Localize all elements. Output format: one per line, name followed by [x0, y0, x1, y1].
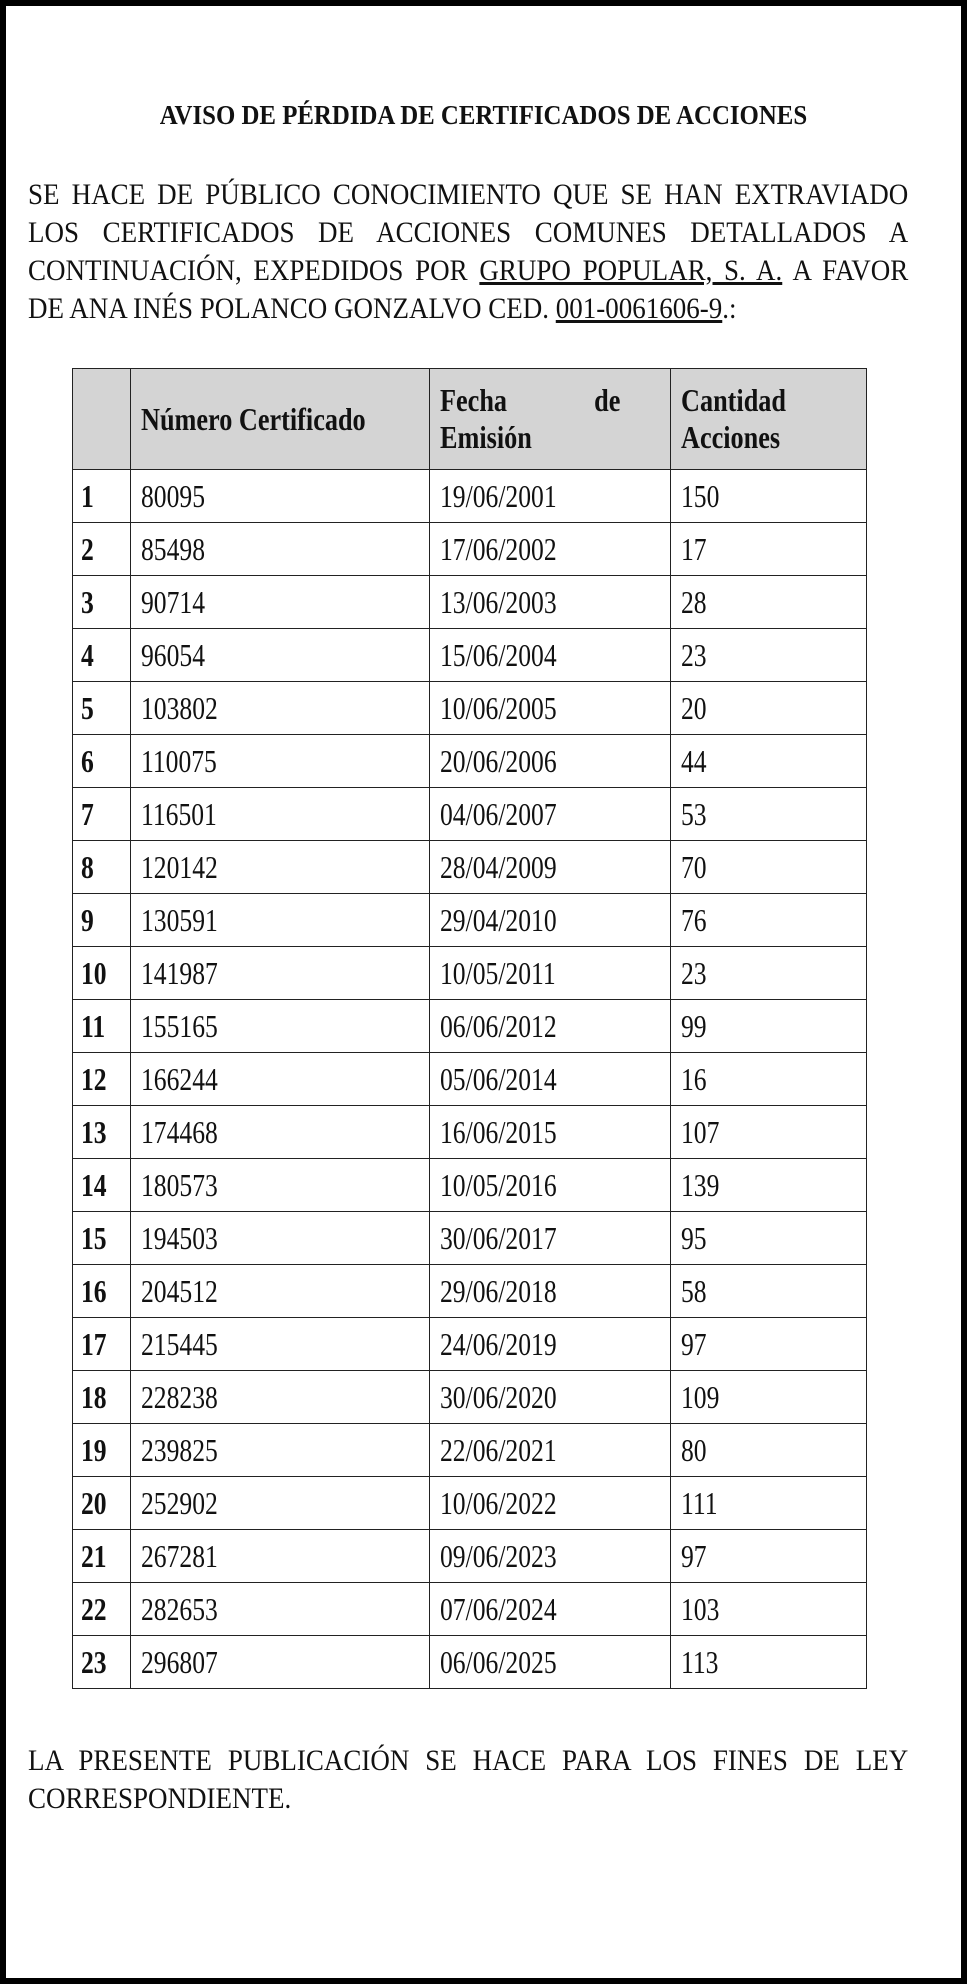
issue-date-cell — [429, 1371, 670, 1424]
certificate-number-cell — [130, 1265, 429, 1318]
table-row — [73, 1636, 867, 1689]
issue-date: 13/06/2003 — [439, 583, 557, 620]
table-row — [73, 1424, 867, 1477]
certificate-number: 120142 — [140, 848, 218, 885]
header-cantidad-acciones: Cantidad Acciones — [670, 369, 866, 470]
row-index-cell — [73, 523, 131, 576]
closing-paragraph: LA PRESENTE PUBLICACIÓN SE HACE PARA LOS FINES DE LEY CORRESPONDIENTE. — [28, 1744, 909, 1815]
issue-date-cell — [429, 682, 670, 735]
header-fecha-emision: Fecha de Emisión — [429, 369, 670, 470]
certificate-number-cell — [130, 1212, 429, 1265]
share-quantity: 16 — [680, 1060, 707, 1097]
certificate-number-cell — [130, 841, 429, 894]
issue-date-cell — [429, 1053, 670, 1106]
row-index: 19 — [81, 1431, 107, 1468]
row-index: 2 — [81, 530, 94, 567]
certificate-number: 90714 — [140, 583, 205, 620]
issue-date: 04/06/2007 — [439, 795, 557, 832]
issue-date-cell — [429, 576, 670, 629]
issue-date: 10/06/2022 — [439, 1484, 557, 1521]
certificate-number: 282653 — [140, 1590, 218, 1627]
share-quantity: 139 — [680, 1166, 720, 1203]
issue-date-cell — [429, 1318, 670, 1371]
row-index-cell — [73, 788, 131, 841]
certificate-number-cell — [130, 470, 429, 523]
intro-text-2: A FAVOR DE ANA INÉS POLANCO GONZALVO CED. — [28, 254, 909, 325]
share-quantity: 23 — [680, 954, 707, 991]
row-index-cell — [73, 1212, 131, 1265]
certificate-number: 130591 — [140, 901, 218, 938]
table-row — [73, 1106, 867, 1159]
issue-date-cell — [429, 629, 670, 682]
issue-date: 09/06/2023 — [439, 1537, 557, 1574]
share-quantity: 99 — [680, 1007, 707, 1044]
share-quantity: 103 — [680, 1590, 720, 1627]
table-row — [73, 788, 867, 841]
issue-date: 29/04/2010 — [439, 901, 557, 938]
share-quantity: 58 — [680, 1272, 707, 1309]
issue-date-cell — [429, 1583, 670, 1636]
table-body — [73, 470, 867, 1689]
share-quantity: 70 — [680, 848, 707, 885]
header-numero-certificado: Número Certificado — [130, 369, 429, 470]
issue-date: 30/06/2017 — [439, 1219, 557, 1256]
header-index — [73, 369, 131, 470]
issue-date: 28/04/2009 — [439, 848, 557, 885]
table-row — [73, 1530, 867, 1583]
share-quantity: 111 — [680, 1484, 718, 1521]
certificate-number-cell — [130, 1583, 429, 1636]
certificate-number-cell — [130, 1000, 429, 1053]
certificates-table — [72, 368, 867, 1689]
issue-date: 22/06/2021 — [439, 1431, 557, 1468]
issue-date: 10/06/2005 — [439, 689, 557, 726]
certificate-number-cell — [130, 1424, 429, 1477]
certificate-number-cell — [130, 1530, 429, 1583]
share-quantity-cell — [670, 1212, 866, 1265]
share-quantity-cell — [670, 1265, 866, 1318]
row-index: 17 — [81, 1325, 107, 1362]
table-row — [73, 1265, 867, 1318]
issue-date-cell — [429, 1000, 670, 1053]
company-name: GRUPO POPULAR, S. A. — [479, 254, 783, 287]
row-index-cell — [73, 1265, 131, 1318]
certificate-number-cell — [130, 947, 429, 1000]
certificate-number: 141987 — [140, 954, 218, 991]
row-index-cell — [73, 576, 131, 629]
row-index: 5 — [81, 689, 94, 726]
row-index-cell — [73, 841, 131, 894]
share-quantity: 44 — [680, 742, 707, 779]
certificate-number: 174468 — [140, 1113, 218, 1150]
certificate-number: 85498 — [140, 530, 205, 567]
issue-date: 07/06/2024 — [439, 1590, 557, 1627]
row-index-cell — [73, 1371, 131, 1424]
intro-text-3: .: — [722, 292, 737, 325]
certificate-number-cell — [130, 735, 429, 788]
issue-date: 05/06/2014 — [439, 1060, 557, 1097]
row-index: 9 — [81, 901, 94, 938]
issue-date-cell — [429, 947, 670, 1000]
row-index: 18 — [81, 1378, 107, 1415]
share-quantity-cell — [670, 788, 866, 841]
share-quantity-cell — [670, 470, 866, 523]
share-quantity-cell — [670, 1583, 866, 1636]
certificate-number: 267281 — [140, 1537, 218, 1574]
certificate-number-cell — [130, 1159, 429, 1212]
row-index-cell — [73, 1106, 131, 1159]
share-quantity: 20 — [680, 689, 707, 726]
share-quantity-cell — [670, 1106, 866, 1159]
certificate-number: 180573 — [140, 1166, 218, 1203]
table-row — [73, 894, 867, 947]
share-quantity-cell — [670, 894, 866, 947]
table-row — [73, 947, 867, 1000]
share-quantity-cell — [670, 841, 866, 894]
table-row — [73, 1053, 867, 1106]
certificate-number-cell — [130, 523, 429, 576]
certificate-number-cell — [130, 1318, 429, 1371]
certificate-number: 80095 — [140, 477, 205, 514]
row-index: 21 — [81, 1537, 107, 1574]
certificate-number-cell — [130, 682, 429, 735]
share-quantity-cell — [670, 1424, 866, 1477]
row-index-cell — [73, 1424, 131, 1477]
certificate-number: 155165 — [140, 1007, 218, 1044]
row-index-cell — [73, 1583, 131, 1636]
certificate-number-cell — [130, 1636, 429, 1689]
table-row — [73, 1477, 867, 1530]
table-row — [73, 1000, 867, 1053]
certificate-number-cell — [130, 788, 429, 841]
row-index: 23 — [81, 1643, 107, 1680]
issue-date: 30/06/2020 — [439, 1378, 557, 1415]
share-quantity-cell — [670, 1530, 866, 1583]
certificate-number: 252902 — [140, 1484, 218, 1521]
certificate-number: 296807 — [140, 1643, 218, 1680]
issue-date: 19/06/2001 — [439, 477, 557, 514]
row-index: 20 — [81, 1484, 107, 1521]
issue-date-cell — [429, 1212, 670, 1265]
row-index-cell — [73, 735, 131, 788]
share-quantity-cell — [670, 735, 866, 788]
share-quantity: 23 — [680, 636, 707, 673]
row-index-cell — [73, 947, 131, 1000]
certificate-number: 215445 — [140, 1325, 218, 1362]
share-quantity-cell — [670, 1000, 866, 1053]
table-row — [73, 1212, 867, 1265]
issue-date-cell — [429, 523, 670, 576]
certificate-number: 194503 — [140, 1219, 218, 1256]
table-row — [73, 735, 867, 788]
certificate-number-cell — [130, 1053, 429, 1106]
certificate-number: 96054 — [140, 636, 205, 673]
table-header-row — [73, 369, 867, 470]
table-row — [73, 629, 867, 682]
cedula-number: 001-0061606-9 — [555, 292, 723, 325]
row-index: 15 — [81, 1219, 107, 1256]
certificate-number: 166244 — [140, 1060, 218, 1097]
share-quantity-cell — [670, 947, 866, 1000]
certificate-number-cell — [130, 1106, 429, 1159]
share-quantity-cell — [670, 1318, 866, 1371]
table-row — [73, 523, 867, 576]
certificate-number: 228238 — [140, 1378, 218, 1415]
issue-date-cell — [429, 1424, 670, 1477]
certificate-number: 239825 — [140, 1431, 218, 1468]
row-index: 14 — [81, 1166, 107, 1203]
issue-date: 29/06/2018 — [439, 1272, 557, 1309]
row-index-cell — [73, 1636, 131, 1689]
issue-date-cell — [429, 1265, 670, 1318]
issue-date-cell — [429, 1159, 670, 1212]
issue-date: 10/05/2016 — [439, 1166, 557, 1203]
row-index: 10 — [81, 954, 107, 991]
table-row — [73, 1583, 867, 1636]
row-index: 3 — [81, 583, 94, 620]
row-index-cell — [73, 894, 131, 947]
row-index: 13 — [81, 1113, 107, 1150]
certificate-number-cell — [130, 1477, 429, 1530]
issue-date-cell — [429, 841, 670, 894]
row-index: 7 — [81, 795, 94, 832]
issue-date: 06/06/2012 — [439, 1007, 557, 1044]
row-index: 22 — [81, 1590, 107, 1627]
row-index-cell — [73, 629, 131, 682]
certificate-number-cell — [130, 1371, 429, 1424]
row-index-cell — [73, 1318, 131, 1371]
issue-date: 10/05/2011 — [439, 954, 556, 991]
row-index: 12 — [81, 1060, 107, 1097]
row-index-cell — [73, 1477, 131, 1530]
table-row — [73, 1318, 867, 1371]
certificate-number-cell — [130, 629, 429, 682]
row-index: 4 — [81, 636, 94, 673]
issue-date: 16/06/2015 — [439, 1113, 557, 1150]
issue-date-cell — [429, 470, 670, 523]
intro-text-1: SE HACE DE PÚBLICO CONOCIMIENTO QUE SE HAN EXTRAVIADO LOS CERTIFICADOS DE ACCIONES COMUNES DETALLADOS A CONTINUACIÓN, EXPEDIDOS POR — [28, 178, 909, 287]
share-quantity-cell — [670, 1159, 866, 1212]
share-quantity-cell — [670, 629, 866, 682]
certificate-number: 110075 — [140, 742, 217, 779]
share-quantity: 109 — [680, 1378, 720, 1415]
row-index-cell — [73, 1159, 131, 1212]
issue-date: 06/06/2025 — [439, 1643, 557, 1680]
share-quantity: 113 — [680, 1643, 719, 1680]
table-row — [73, 1371, 867, 1424]
issue-date: 15/06/2004 — [439, 636, 557, 673]
issue-date-cell — [429, 788, 670, 841]
certificate-number: 204512 — [140, 1272, 218, 1309]
share-quantity: 95 — [680, 1219, 707, 1256]
share-quantity-cell — [670, 1636, 866, 1689]
certificate-number: 116501 — [140, 795, 217, 832]
issue-date: 24/06/2019 — [439, 1325, 557, 1362]
issue-date-cell — [429, 1106, 670, 1159]
row-index: 1 — [81, 477, 94, 514]
issue-date-cell — [429, 894, 670, 947]
share-quantity-cell — [670, 1477, 866, 1530]
issue-date: 17/06/2002 — [439, 530, 557, 567]
row-index: 6 — [81, 742, 94, 779]
share-quantity: 107 — [680, 1113, 720, 1150]
issue-date-cell — [429, 1477, 670, 1530]
row-index: 16 — [81, 1272, 107, 1309]
share-quantity: 80 — [680, 1431, 707, 1468]
row-index-cell — [73, 1530, 131, 1583]
row-index-cell — [73, 470, 131, 523]
share-quantity-cell — [670, 682, 866, 735]
intro-paragraph — [28, 176, 908, 328]
issue-date-cell — [429, 735, 670, 788]
share-quantity: 76 — [680, 901, 707, 938]
row-index: 11 — [81, 1007, 106, 1044]
share-quantity-cell — [670, 523, 866, 576]
row-index-cell — [73, 1000, 131, 1053]
table-row — [73, 1159, 867, 1212]
issue-date-cell — [429, 1636, 670, 1689]
share-quantity: 97 — [680, 1325, 707, 1362]
certificate-number-cell — [130, 894, 429, 947]
table-row — [73, 841, 867, 894]
share-quantity-cell — [670, 1371, 866, 1424]
share-quantity: 150 — [680, 477, 720, 514]
share-quantity: 53 — [680, 795, 707, 832]
share-quantity: 28 — [680, 583, 707, 620]
share-quantity-cell — [670, 1053, 866, 1106]
issue-date: 20/06/2006 — [439, 742, 557, 779]
certificate-number: 103802 — [140, 689, 218, 726]
notice-title: AVISO DE PÉRDIDA DE CERTIFICADOS DE ACCIONES — [159, 100, 808, 130]
share-quantity: 17 — [680, 530, 707, 567]
row-index: 8 — [81, 848, 94, 885]
share-quantity-cell — [670, 576, 866, 629]
table-row — [73, 682, 867, 735]
row-index-cell — [73, 1053, 131, 1106]
issue-date-cell — [429, 1530, 670, 1583]
row-index-cell — [73, 682, 131, 735]
table-row — [73, 576, 867, 629]
share-quantity: 97 — [680, 1537, 707, 1574]
table-row — [73, 470, 867, 523]
certificate-number-cell — [130, 576, 429, 629]
